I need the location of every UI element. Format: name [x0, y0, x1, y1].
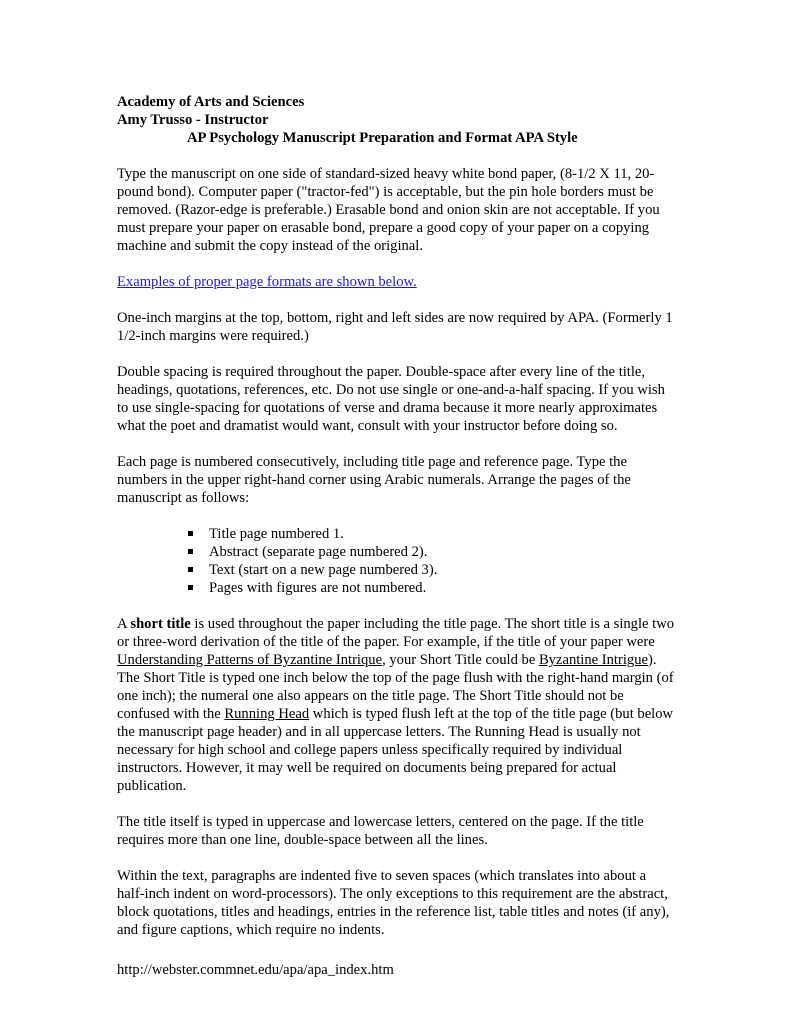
- institution-name: Academy of Arts and Sciences: [117, 94, 305, 110]
- document-title: AP Psychology Manuscript Preparation and Format APA Style: [187, 130, 578, 146]
- paragraph-title-case: The title itself is typed in uppercase and lowercase letters, centered on the page. If the title requires more than one line, double-space between all the lines.: [117, 814, 644, 848]
- bullet-icon: [188, 549, 193, 554]
- document-page: [117, 93, 677, 939]
- bullet-icon: [188, 585, 193, 590]
- paragraph-page-numbering: Each page is numbered consecutively, including title page and reference page. Type the numbers in the upper right-hand corner using Arabic numerals. Arrange the pages of the manuscript as follows:: [117, 454, 631, 506]
- source-url: http://webster.commnet.edu/apa/apa_index.htm: [117, 962, 394, 978]
- list-item: Text (start on a new page numbered 3).: [187, 561, 677, 579]
- example-short-title: Byzantine Intrigue: [538, 652, 648, 668]
- list-item: Pages with figures are not numbered.: [187, 579, 677, 597]
- instructor-name: Amy Trusso - Instructor: [117, 112, 269, 128]
- paragraph-margins: One-inch margins at the top, bottom, right and left sides are now required by APA. (Formerly 1 1/2-inch margins were required.): [117, 310, 673, 344]
- running-head-term: Running Head: [224, 706, 310, 722]
- bullet-icon: [188, 567, 193, 572]
- short-title-term: short title: [130, 616, 191, 632]
- paragraph-paper: Type the manuscript on one side of standard-sized heavy white bond paper, (8-1/2 X 11, 20-pound bond). Computer paper ("tractor-fed") is acceptable, but the pin hole borders must be removed. (Razor-edge is preferable.) Erasable bond and onion skin are not acceptable. If you must prepare your paper on erasable bond, prepare a good copy of your paper on a copying machine and submit the copy instead of the original.: [117, 166, 660, 254]
- paragraph-indentation: Within the text, paragraphs are indented five to seven spaces (which translates into about a half-inch indent on word-processors). The only exceptions to this requirement are the abstract, block quotations, titles and headings, entries in the reference list, table titles and notes (if any), and figure captions, which require no indents.: [117, 868, 670, 938]
- list-item: Abstract (separate page numbered 2).: [187, 543, 677, 561]
- example-title: Understanding Patterns of Byzantine Intrique: [117, 652, 383, 668]
- paragraph-short-title: A short title is used throughout the paper including the title page. The short title is a single two or three-word derivation of the title of the paper. For example, if the title of your paper were Understanding Patterns of Byzantine Intrique, your Short Title could be Byzantine Intrigue). The Short Title is typed one inch below the top of the page flush with the right-hand margin (of one inch); the numeral one also appears on the title page. The Short Title should not be confused with the Running Head which is typed flush left at the top of the title page (but below the manuscript page header) and in all uppercase letters. The Running Head is usually not necessary for high school and college papers unless specifically required by individual instructors. However, it may well be required on documents being prepared for actual publication.: [117, 616, 675, 794]
- paragraph-double-spacing: Double spacing is required throughout the paper. Double-space after every line of the title, headings, quotations, references, etc. Do not use single or one-and-a-half spacing. If you wish to use single-spacing for quotations of verse and drama because it more nearly approximates what the poet and dramatist would want, consult with your instructor before doing so.: [117, 364, 665, 434]
- bullet-icon: [188, 531, 193, 536]
- list-item: Title page numbered 1.: [187, 525, 677, 543]
- examples-link[interactable]: Examples of proper page formats are shown below.: [117, 274, 417, 290]
- page-order-list: [117, 525, 677, 597]
